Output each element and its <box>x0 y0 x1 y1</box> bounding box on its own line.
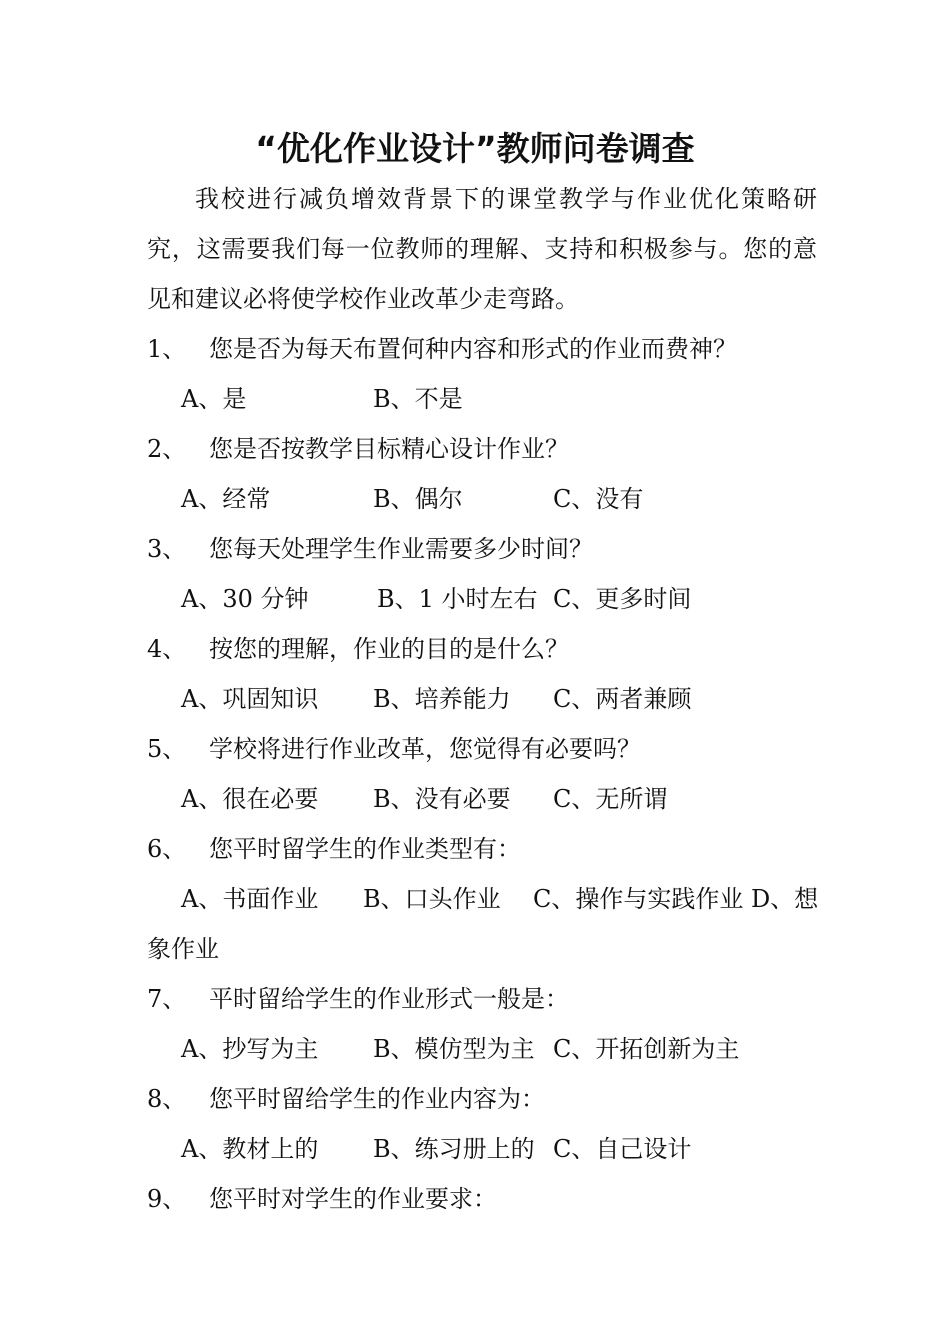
question-number: 5、 <box>147 735 187 763</box>
question-number: 6、 <box>147 835 187 863</box>
option-b: B、偶尔 <box>373 485 463 513</box>
option-a: A、巩固知识 <box>181 685 319 713</box>
option-b: B、口头作业 <box>363 885 501 913</box>
question-text: 您平时留给学生的作业内容为： <box>209 1085 545 1113</box>
question-number: 7、 <box>147 985 187 1013</box>
question-text: 学校将进行作业改革，您觉得有必要吗？ <box>209 735 641 763</box>
question-number: 3、 <box>147 535 187 563</box>
option-b: B、没有必要 <box>373 785 511 813</box>
option-b: B、培养能力 <box>373 685 511 713</box>
option-a: A、抄写为主 <box>181 1035 319 1063</box>
option-a: A、30 分钟 <box>181 585 309 613</box>
question-number: 8、 <box>147 1085 187 1113</box>
question-number: 9、 <box>147 1185 187 1213</box>
option-b: B、不是 <box>373 385 463 413</box>
question-number: 4、 <box>147 635 187 663</box>
question-text: 您平时留学生的作业类型有： <box>209 835 521 863</box>
question-text: 您是否为每天布置何种内容和形式的作业而费神？ <box>209 335 737 363</box>
question-text: 您是否按教学目标精心设计作业？ <box>209 435 569 463</box>
intro-paragraph: 我校进行减负增效背景下的课堂教学与作业优化策略研究，这需要我们每一位教师的理解、支持和积极参与。您的意见和建议必将使学校作业改革少走弯路。 <box>147 185 817 313</box>
option-c: C、没有 <box>553 485 644 513</box>
question-text: 按您的理解，作业的目的是什么？ <box>209 635 569 663</box>
option-c: C、两者兼顾 <box>553 685 692 713</box>
option-a: A、教材上的 <box>181 1135 319 1163</box>
option-a: A、很在必要 <box>181 785 319 813</box>
option-a: A、书面作业 <box>181 885 319 913</box>
page-title: “优化作业设计”教师问卷调查 <box>255 129 695 168</box>
option-b: B、练习册上的 <box>373 1135 535 1163</box>
option-c: C、操作与实践作业 <box>533 885 744 913</box>
option-c: C、更多时间 <box>553 585 692 613</box>
option-c: C、开拓创新为主 <box>553 1035 740 1063</box>
question-text: 您平时对学生的作业要求： <box>209 1185 497 1213</box>
option-c: C、无所谓 <box>553 785 668 813</box>
option-b: B、1 小时左右 <box>377 585 538 613</box>
question-number: 1、 <box>147 335 187 363</box>
question-number: 2、 <box>147 435 187 463</box>
option-continuation: 象作业 <box>147 935 219 963</box>
option-b: B、模仿型为主 <box>373 1035 535 1063</box>
question-text: 平时留给学生的作业形式一般是： <box>209 985 569 1013</box>
option-a: A、是 <box>181 385 247 413</box>
option-d: D、想 <box>751 885 819 913</box>
option-a: A、经常 <box>181 485 271 513</box>
question-text: 您每天处理学生作业需要多少时间？ <box>209 535 593 563</box>
option-c: C、自己设计 <box>553 1135 692 1163</box>
